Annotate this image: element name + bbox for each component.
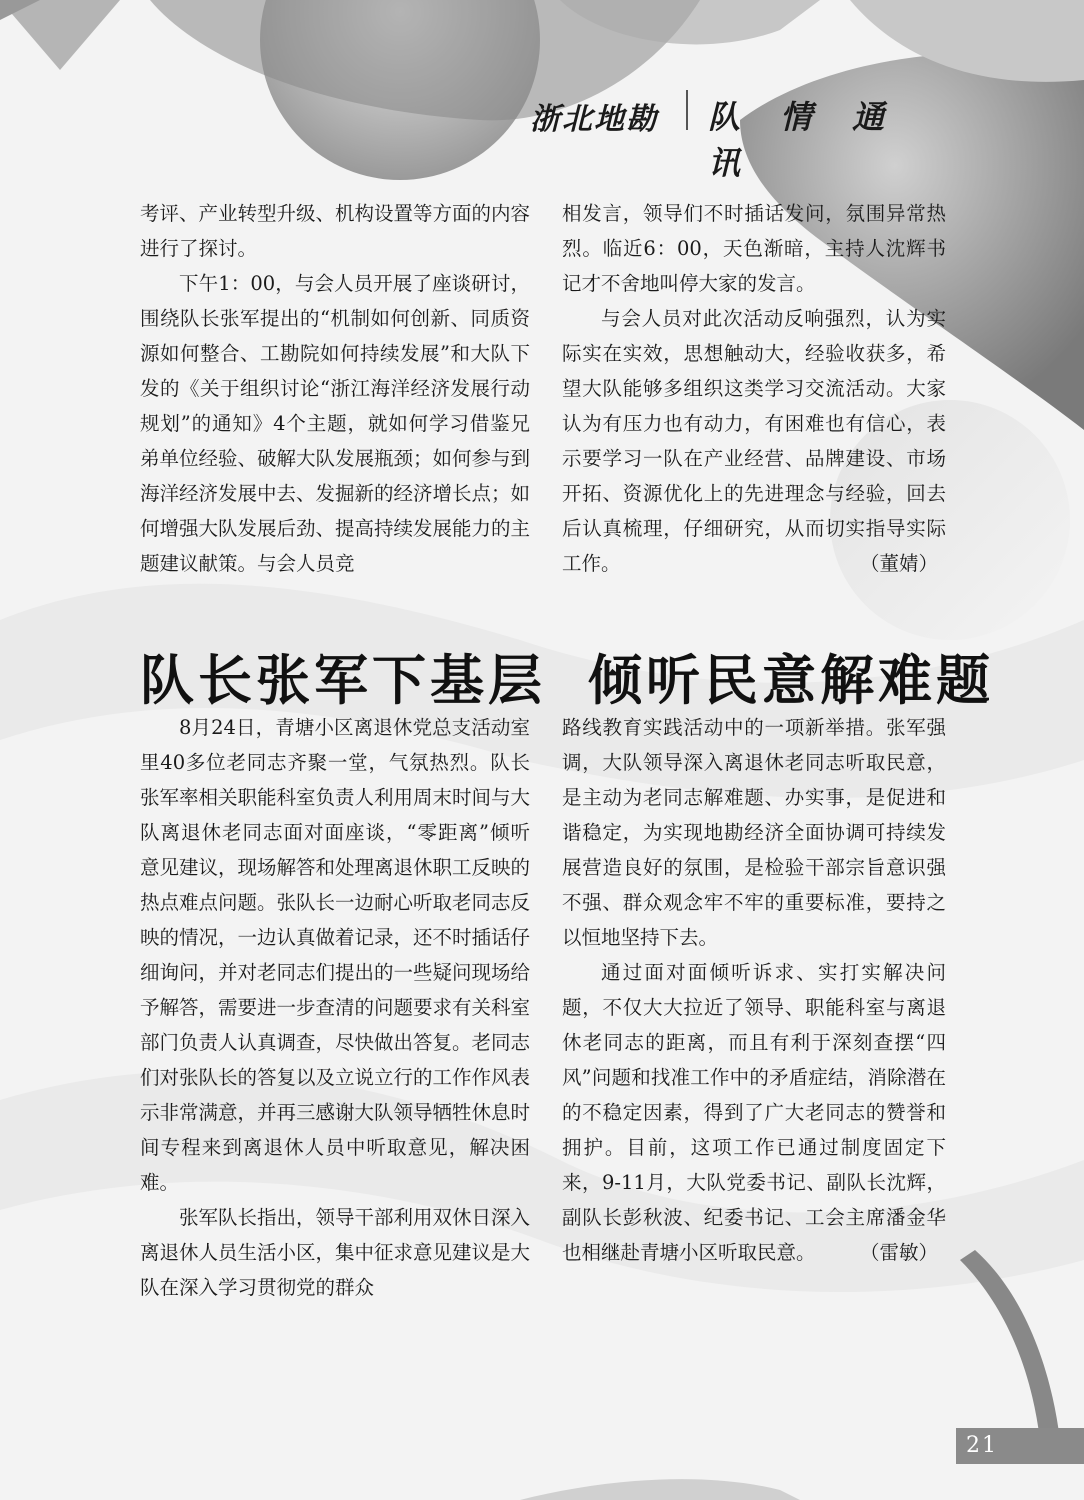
paragraph-text: 8月24日，青塘小区离退休党总支活动室里40多位老同志齐聚一堂，气氛热烈。队长张军率相关职能科室负责人利用周末时间与大队离退休老同志面对面座谈，“零距离”倾听意见建议，现场解答和处理离退休职工反映的热点难点问题。张队长一边耐心听取老同志反映的情况，一边认真做着记录，还不时插话仔细询问，并对老同志们提出的一些疑问现场给予解答，需要进一步查清的问题要求有关科室部门负责人认真调查，尽快做出答复。老同志们对张队长的答复以及立说立行的工作作风表示非常满意，并再三感谢大队领导牺牲休息时间专程来到离退休人员中听取意见，解决困难。 (140, 716, 531, 1194)
paragraph (140, 1200, 530, 1305)
paragraph-text: 张军队长指出，领导干部利用双休日深入离退休人员生活小区，集中征求意见建议是大队在深入学习贯彻党的群众 (140, 1206, 531, 1299)
masthead-brand: 浙北地勘 (530, 102, 658, 137)
paragraph-text: 下午1：00，与会人员开展了座谈研讨，围绕队长张军提出的“机制如何创新、同质资源如何整合、工勘院如何持续发展”和大队下发的《关于组织讨论“浙江海洋经济发展行动规划”的通知》4个主题，就如何学习借鉴兄弟单位经验、破解大队发展瓶颈；如何参与到海洋经济发展中去、发掘新的经济增长点；如何增强大队发展后劲、提高持续发展能力的主题建议献策。与会人员竞 (140, 272, 531, 575)
paragraph-text: 路线教育实践活动中的一项新举措。张军强调，大队领导深入离退休老同志听取民意，是主动为老同志解难题、办实事，是促进和谐稳定，为实现地勘经济全面协调可持续发展营造良好的氛围，是检验干部宗旨意识强不强、群众观念牢不牢的重要标准，要持之以恒地坚持下去。 (562, 716, 946, 949)
masthead (530, 88, 960, 182)
paragraph (140, 710, 530, 1200)
page-number: 21 (956, 1428, 1084, 1464)
headline-part2: 倾听民意解难题 (588, 648, 994, 712)
article2-column-left (140, 710, 530, 1305)
paragraph (562, 710, 946, 955)
article1-column-left (140, 196, 530, 581)
masthead-divider (686, 90, 688, 130)
paragraph-text: 通过面对面倾听诉求、实打实解决问题，不仅大大拉近了领导、职能科室与离退休老同志的距离，而且有利于深刻查摆“四风”问题和找准工作中的矛盾症结，消除潜在的不稳定因素，得到了广大老同志的赞誉和拥护。目前，这项工作已通过制度固定下来，9-11月，大队党委书记、副队长沈辉，副队长彭秋波、纪委书记、工会主席潘金华也相继赴青塘小区听取民意。 (562, 961, 946, 1264)
article1-column-right (562, 196, 946, 581)
paragraph (562, 301, 946, 581)
paragraph-text: 考评、产业转型升级、机构设置等方面的内容进行了探讨。 (140, 202, 531, 260)
paragraph (562, 196, 946, 301)
author-signature: （雷敏） (859, 1241, 938, 1264)
headline-part1: 队长张军下基层 (140, 648, 546, 712)
article2-column-right (562, 710, 946, 1270)
article2-headline (140, 638, 994, 718)
paragraph (140, 196, 530, 266)
masthead-section: 队情通讯 (708, 98, 925, 182)
author-signature: （董婧） (859, 552, 938, 575)
paragraph (562, 955, 946, 1270)
paragraph (140, 266, 530, 581)
paragraph-text: 相发言，领导们不时插话发问，氛围异常热烈。临近6：00，天色渐暗，主持人沈辉书记才不舍地叫停大家的发言。 (562, 202, 946, 295)
paragraph-text: 与会人员对此次活动反响强烈，认为实际实在实效，思想触动大，经验收获多，希望大队能够多组织这类学习交流活动。大家认为有压力也有动力，有困难也有信心，表示要学习一队在产业经营、品牌建设、市场开拓、资源优化上的先进理念与经验，回去后认真梳理，仔细研究，从而切实指导实际工作。 (562, 307, 946, 575)
